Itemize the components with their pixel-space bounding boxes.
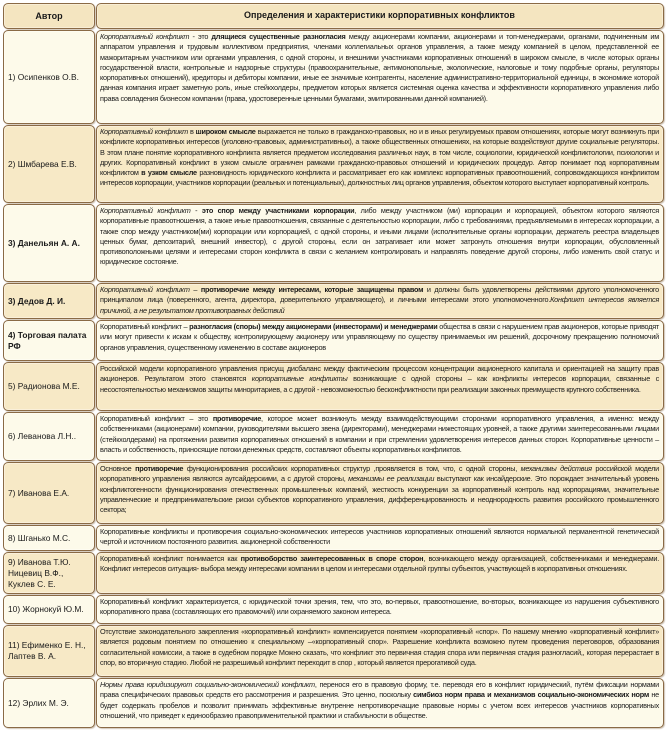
text-segment: Корпоративный конфликт понимается как <box>100 554 241 563</box>
text-segment: Российской модели корпоративного управления присущ дисбаланс между фактическим процессом концентрации акционерного капитала и ориентацией на защиту прав акционеров. Результатом этого становятся <box>100 364 659 384</box>
emphasis-bold: симбиоз норм права и механизмов социально-экономических норм <box>413 690 650 700</box>
definition-cell <box>96 320 664 361</box>
definition-cell <box>96 525 664 551</box>
table-row <box>3 525 664 551</box>
table-row <box>3 412 664 461</box>
author-cell: 3) Данельян А. А. <box>3 204 95 282</box>
text-segment: Корпоративный конфликт – это <box>100 414 213 423</box>
definition-text <box>100 680 659 721</box>
emphasis-bold: длящиеся существенные разногласия <box>211 32 346 41</box>
author-cell: 8) Шганько М.С. <box>3 525 95 551</box>
definition-text <box>100 627 659 668</box>
table-row <box>3 625 664 677</box>
emphasis-bold: в узком смысле <box>141 168 197 178</box>
table-row <box>3 30 664 124</box>
definition-text <box>100 32 659 104</box>
author-cell: 6) Леванова Л.Н.. <box>3 412 95 461</box>
definition-text <box>100 554 659 575</box>
author-cell: 3) Дедов Д. И. <box>3 283 95 319</box>
text-segment: выступают как инсайдерские. Это порождает значительный уровень конфликтогенности функционирования отечественных промышленных компаний, жесткость конкуренции за корпоративный контроль над корпорациями, значительные управленческие и предпринимательские риски субъектов корпоративного управления, дифференцированность и неоднородность развития российского промышленного сектора; <box>100 474 659 515</box>
table-row <box>3 462 664 524</box>
definition-cell <box>96 283 664 319</box>
text-segment: , либо между участником (ми) корпорации и корпорацией, объектом которого являются корпоративные правоотношения, а также иные правоотношения, связанные с деятельностью корпорации, либо с требованиями, предъявляемыми в интересах корпорации, а также спор между участником(ми) корпорации или корпорацией, с одной стороны, и иными лицами (исполнительные органы корпорации, держатель реестра владельцев ценных бумаг, депозитарий, внешний инвестор), с другой стороны, если он затрагивает или может затронуть отношения внутри корпорации, обусловленный противоположными целями и интересами сторон конфликта в связи с желанием контролировать и направлять поведение другой стороны, либо изменить свой статус и юридическое состояние. <box>100 206 659 267</box>
author-cell: 9) Иванова Т.Ю. Ницевиц В.Ф., Куклев С. Е. <box>3 552 95 594</box>
text-segment: российской модели корпоративного управления являются аутсайдерскими, а с другой стороны, <box>100 464 659 484</box>
emphasis-bold: противоречие <box>135 464 184 473</box>
definition-cell <box>96 678 664 728</box>
text-segment: - <box>190 206 202 215</box>
author-cell: 1) Осипенков О.В. <box>3 30 95 124</box>
emphasis-bold: разногласия (споры) между акционерами (инвесторами) и менеджерами <box>189 322 438 331</box>
table-row <box>3 362 664 411</box>
definition-text <box>100 206 659 268</box>
table-row <box>3 595 664 624</box>
emphasis-bold: широком смысле <box>195 127 256 136</box>
text-segment: между акционерами компании, акционерами и топ-менеджерами, органами, подчиненным им аппаратом управления и трудовым коллективом предприятия, членами коллегиальных органов управления, а также между компанией в целом, представленной ее мажоритарным участником или органами управления, с одной стороны, и внешними участниками корпоративных отношений в широком смысле, в числе которых органы государственной власти, контрольные и надзорные структуры (правоохранительные, антимонопольные, экологические, налоговые и тому подобные органы, регуляторы корпоративных отношений), кредиторы и дебиторы компании, иные ее значимые контрагенты, население административно-территориальной единицы, в экономике которой данная компания играет заметную роль, иные стейкхолдеры, предметом которых является системная оценка качества и эффективности корпоративного управления либо права совладения бизнесом компании (права, удостоверенные ценными бумагами, эмитированными данной компанией). <box>100 32 659 103</box>
text-segment: Корпоративный конфликт – <box>100 322 190 331</box>
text-segment: Отсутствие законодательного закрепления «корпоративный конфликт» компенсируется понятием «корпоративный «спор». По нашему мнению «корпоративный конфликт» является родовым понятием по отношению к специальному –«корпоративный спор». Разрешение конфликта возможно путем проведения переговоров, образования согласительной комиссии, а также в судебном порядке Можно сказать, что конфликт это первичная стадия спора или первичная стадия разногласий,, которая перерастает в спор, во вторичную стадию. Любой не разрешимый конфликт переходит в спор , который является прерогативой суда. <box>100 627 659 667</box>
text-segment: , перенося его в правовую форму, т.е. переводя его в конфликт юридический, путём фиксации нормами права специфических правовых средств его рассмотрения и разрешения. Это ценно, поскольку <box>100 680 659 700</box>
text-segment: , которое может возникнуть между взаимодействующими сторонами корпоративного управления, а именно: между собственниками (акционерами) компании, руководителями высшего звена (директорами), менеджерами нижестоящих уровней, а также другими заинтересованными лицами (стейкхолдерами) на протяжении развития корпоративных отношений в компании и при стремлении удовлетворения интересов данных сторон. Корпоративные ценности – власть и собственность, приносящие потоки денежных средств, составляют объекты корпоративных конфликтов. <box>100 414 659 454</box>
author-cell: 4) Торговая палата РФ <box>3 320 95 361</box>
definition-cell <box>96 595 664 624</box>
definition-cell <box>96 412 664 461</box>
text-segment: – <box>189 285 201 294</box>
emphasis-bold: противоречие <box>212 414 262 423</box>
header-author: Автор <box>3 3 95 29</box>
text-segment: и должны быть удовлетворены действиями другого уполномоченного принципалом лица (поверенного, агента, директора, доверительного управляющего), и личными интересами этого уполномоченного. <box>100 285 659 305</box>
definition-cell <box>96 362 664 411</box>
text-segment: , возникающего между организацией, собственниками и менеджерами. Конфликт интересов ситуация- выбора между интересами компании в целом и интересами отдельной группы субъектов, участвующей в корпоративных отношениях. <box>100 554 659 574</box>
text-segment: возникающие с одной стороны – как конфликты интересов корпорации, связанные с несостоятельностью механизмов защиты миноритариев, а с другой - невозможностью бесконфликтности при реализации законных преимуществ крупного собственника. <box>100 374 659 394</box>
text-segment: функционирования российских корпоративных структур ,проявляется в том, что, с одной стороны, <box>183 464 521 473</box>
emphasis-italic: корпоративные конфликты <box>251 374 348 384</box>
definition-text <box>100 127 659 189</box>
text-segment: Корпоративные конфликты и противоречия социально-экономических интересов участников корпоративных отношений являются нормальной перманентной генетической чертой и источником постоянного развития. акционерной собственности <box>100 527 659 547</box>
emphasis-italic: механизмы действия <box>520 464 592 473</box>
author-cell: 5) Радионова М.Е. <box>3 362 95 411</box>
emphasis-italic: Корпоративный конфликт <box>100 32 190 41</box>
definition-cell <box>96 204 664 282</box>
definition-text <box>100 364 659 395</box>
emphasis-italic: Корпоративный конфликт <box>100 127 188 136</box>
text-segment: Корпоративный конфликт характеризуется, с юридической точки зрения, тем, что это, во-первых, правоотношение, во-вторых, возникающее из нарушения субъективного корпоративного права (составляющих его правомочий) или охраняемого законом интереса. <box>100 597 659 617</box>
definition-cell <box>96 462 664 524</box>
definition-text <box>100 597 659 618</box>
definition-text <box>100 464 659 515</box>
text-segment: разновидность юридического конфликта и рассматривает его как комплекс корпоративных правоотношений, сопровождающихся конфликтом интересов корпорации, участников корпорации (реальных и потенциальных), должностных лиц органов управления, объектом которого выступает корпоративный контроль. <box>100 168 659 188</box>
definition-cell <box>96 625 664 677</box>
header-definitions: Определения и характеристики корпоративных конфликтов <box>96 3 664 29</box>
table-row <box>3 320 664 361</box>
emphasis-italic: Корпоративный конфликт <box>100 206 191 215</box>
table-row <box>3 678 664 728</box>
text-segment: не будет содержать пробелов и позволит принимать эффективные внутренне непротиворечащие правовые нормы с учетом всех интересов участников корпоративных отношений, что приведет к единообразию правоприменительной практики и стабильности в обществе. <box>100 690 659 720</box>
emphasis-bold: это спор между участниками корпорации <box>201 206 355 215</box>
corporate-conflicts-table <box>3 3 664 729</box>
definition-text <box>100 527 659 548</box>
table-row <box>3 283 664 319</box>
emphasis-italic: Нормы права юридизируют социально-экономический конфликт <box>100 680 315 689</box>
text-segment: общества в связи с нарушением прав акционеров, которые приводят или могут привести к искам к обществу, контролирующему акционеру или управляющему по существу принимаемых им решений, досрочному прекращению полномочий органов управления, существенному изменению в составе акционеров <box>100 322 659 352</box>
text-segment: выражается не только в гражданско-правовых, но и в иных регулируемых правом отношениях, которые могут возникнуть при конфликте корпоративных интересов (уголовно-правовых, административных), а также общественных отношениях, на которые воздействуют другие социальные регуляторы. В этом плане понятие корпоративного конфликта является предметом исследования различных наук, в том числе, социологии, юридической конфликтологии, психологии и других. Корпоративный конфликт в узком смысле ограничен рамками гражданско-правовых отношений и юридических процедур. Автор понимает под корпоративным конфликтом <box>100 127 659 178</box>
emphasis-bold: противоречие между интересами, которые защищены правом <box>200 285 424 294</box>
definition-cell <box>96 552 664 594</box>
definition-text <box>100 285 659 316</box>
emphasis-italic: Корпоративный конфликт <box>100 285 190 294</box>
emphasis-italic: Конфликт интересов является причиной, а не результатом противоправных действий <box>100 295 659 315</box>
author-cell: 7) Иванова Е.А. <box>3 462 95 524</box>
table-row <box>3 125 664 203</box>
table-row <box>3 552 664 594</box>
author-cell: 2) Шмбарева Е.В. <box>3 125 95 203</box>
definition-cell <box>96 30 664 124</box>
emphasis-italic: механизмы ее реализации <box>348 474 435 484</box>
definition-text <box>100 322 659 353</box>
author-cell: 12) Эрлих М. Э. <box>3 678 95 728</box>
table-row <box>3 204 664 282</box>
emphasis-bold: противоборство заинтересованных в споре сторон <box>240 554 424 563</box>
definition-cell <box>96 125 664 203</box>
author-cell: 11) Ефименко Е. Н., Лаптев В. А. <box>3 625 95 677</box>
text-segment: - это <box>189 32 212 41</box>
table-header-row <box>3 3 664 29</box>
definition-text <box>100 414 659 455</box>
author-cell: 10) Жорнокуй Ю.М. <box>3 595 95 624</box>
text-segment: в <box>188 127 196 136</box>
text-segment: Основное <box>100 464 136 473</box>
